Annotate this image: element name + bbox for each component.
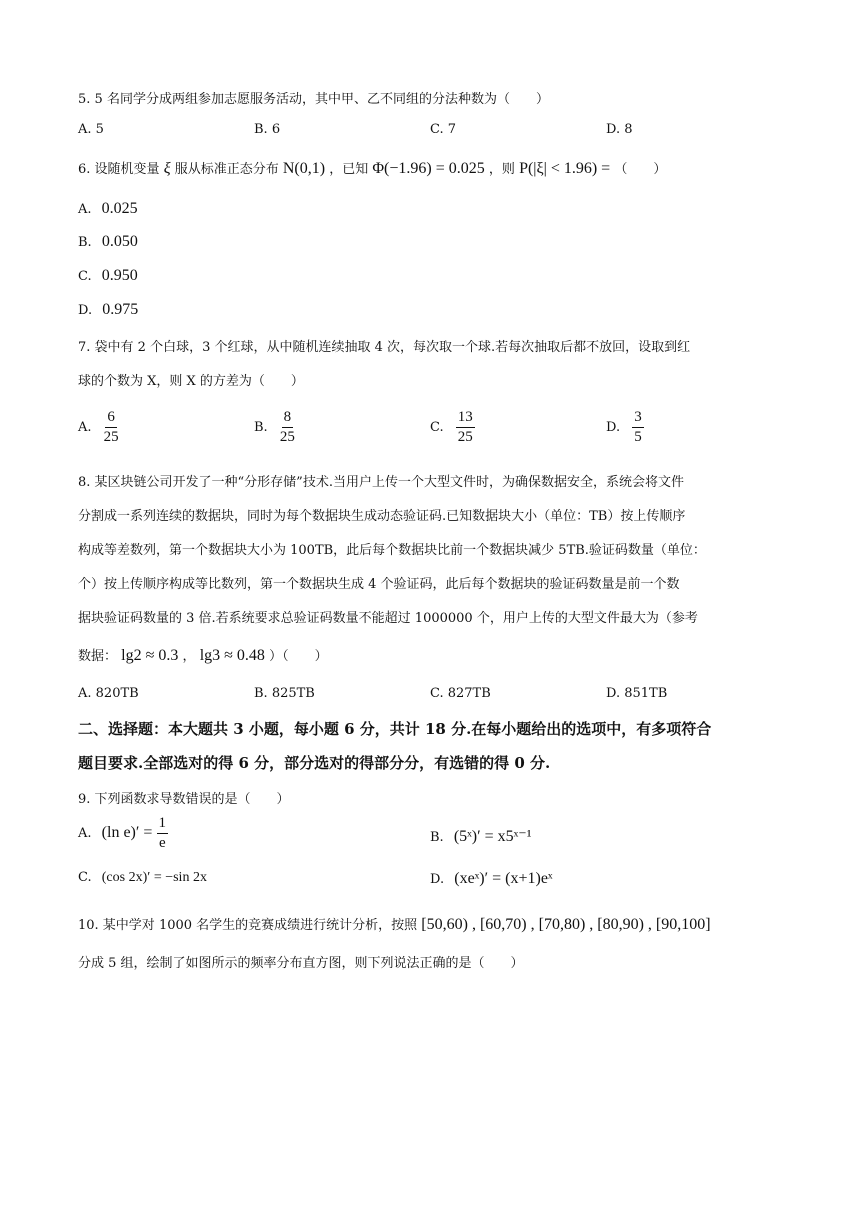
q7-option-b-fraction bbox=[280, 408, 295, 447]
q6-option-b bbox=[78, 233, 138, 251]
q7-option-d-fraction bbox=[632, 408, 644, 447]
q7-option-c-fraction bbox=[456, 408, 475, 447]
q6-prefix: 6. 设随机变量 bbox=[78, 162, 160, 177]
q6-tail: （ ） bbox=[614, 162, 667, 177]
q9-option-c-expr: (cos 2x)′ = −sin 2x bbox=[101, 870, 207, 885]
q8-reference-tail: ）（ ） bbox=[269, 649, 328, 664]
q7-option-b-letter: B. bbox=[254, 420, 268, 435]
q8-line-4: 个）按上传顺序构成等比数列，第一个数据块生成 4 个验证码，此后每个数据块的验证码数量是前一个数 bbox=[78, 577, 680, 592]
q8-line-1: 8. 某区块链公司开发了一种“分形存储”技术.当用户上传一个大型文件时，为确保数据安全，系统会将文件 bbox=[78, 475, 684, 490]
q8-option-a: A. 820TB bbox=[78, 686, 139, 701]
q7-option-c-letter: C. bbox=[430, 420, 444, 435]
q7-line-2: 球的个数为 X，则 X 的方差为（ ） bbox=[78, 374, 304, 389]
q5-option-a: A. 5 bbox=[78, 122, 104, 137]
q6-option-d bbox=[78, 301, 138, 319]
q7-option-a-fraction bbox=[104, 408, 119, 447]
q6-xi: ξ bbox=[163, 160, 171, 177]
q7-option-b-numerator: 8 bbox=[282, 408, 294, 428]
q5-stem: 5. 5 名同学分成两组参加志愿服务活动，其中甲、乙不同组的分法种数为（ ） bbox=[78, 92, 549, 107]
q6-option-c-value: 0.950 bbox=[101, 267, 138, 284]
q9-stem: 9. 下列函数求导数错误的是（ ） bbox=[78, 792, 290, 807]
q10-line-2: 分成 5 组，绘制了如图所示的频率分布直方图，则下列说法正确的是（ ） bbox=[78, 956, 524, 971]
q7-option-a-numerator: 6 bbox=[105, 408, 117, 428]
q6-text1: 服从标准正态分布 bbox=[174, 162, 279, 177]
q10-intervals: [50,60) , [60,70) , [70,80) , [80,90) , [90,100] bbox=[421, 916, 711, 933]
q7-option-c bbox=[430, 408, 475, 447]
q6-option-b-letter: B. bbox=[78, 235, 92, 250]
q7-option-b bbox=[254, 408, 295, 447]
q6-stem bbox=[78, 158, 666, 178]
q6-option-c-letter: C. bbox=[78, 269, 92, 284]
q8-option-b: B. 825TB bbox=[254, 686, 315, 701]
q5-option-b: B. 6 bbox=[254, 122, 281, 137]
q7-line-1: 7. 袋中有 2 个白球，3 个红球，从中随机连续抽取 4 次，每次取一个球.若每次抽取后都不放回，设取到红 bbox=[78, 340, 691, 355]
q8-reference-prefix: 数据： bbox=[78, 649, 118, 664]
q9-option-b bbox=[430, 826, 532, 846]
q9-option-d-expr: (xeˣ)′ = (x+1)eˣ bbox=[454, 870, 553, 887]
q6-given: Φ(−1.96) = 0.025 bbox=[372, 160, 485, 177]
q9-option-a-denominator: e bbox=[158, 835, 166, 851]
q7-option-d-denominator: 5 bbox=[634, 429, 642, 445]
q8-option-d: D. 851TB bbox=[606, 686, 668, 701]
q8-line-2: 分割成一系列连续的数据块，同时为每个数据块生成动态验证码.已知数据块大小（单位：TB）按上传顺序 bbox=[78, 509, 686, 524]
q8-line-5: 据块验证码数量的 3 倍.若系统要求总验证码数量不能超过 1000000 个，用户上传的大型文件最大为（参考 bbox=[78, 611, 698, 626]
q8-reference-separator: ， bbox=[182, 649, 196, 664]
q7-option-c-denominator: 25 bbox=[457, 429, 473, 445]
q9-option-a-numerator: 1 bbox=[157, 814, 169, 834]
q6-text3: ，则 bbox=[488, 162, 515, 177]
q8-line-3: 构成等差数列，第一个数据块大小为 100TB，此后每个数据块比前一个数据块减少 5TB.验证码数量（单位： bbox=[78, 543, 706, 558]
q9-option-d-letter: D. bbox=[430, 872, 445, 887]
q5-option-d: D. 8 bbox=[606, 122, 633, 137]
q6-option-b-value: 0.050 bbox=[101, 233, 138, 250]
q6-option-a-value: 0.025 bbox=[101, 200, 138, 217]
q8-option-c: C. 827TB bbox=[430, 686, 491, 701]
q6-option-d-letter: D. bbox=[78, 303, 93, 318]
q6-text2: ，已知 bbox=[329, 162, 369, 177]
q8-reference-lg2: lg2 ≈ 0.3 bbox=[121, 647, 179, 664]
q6-probability: P(|ξ| < 1.96) = bbox=[519, 160, 611, 177]
q6-distribution: N(0,1) bbox=[282, 160, 326, 177]
q7-option-d-letter: D. bbox=[606, 420, 621, 435]
q6-option-a bbox=[78, 200, 138, 218]
q9-option-c bbox=[78, 870, 207, 886]
q10-line-1 bbox=[78, 914, 711, 934]
q9-option-b-letter: B. bbox=[430, 830, 444, 845]
q9-option-a bbox=[78, 814, 168, 853]
q9-option-a-lhs: (ln e)′ = bbox=[101, 824, 153, 841]
q6-option-d-value: 0.975 bbox=[102, 301, 139, 318]
q9-option-d bbox=[430, 870, 553, 888]
q10-line-1-text: 10. 某中学对 1000 名学生的竞赛成绩进行统计分析，按照 bbox=[78, 918, 418, 933]
q7-option-a-letter: A. bbox=[78, 420, 92, 435]
q8-reference-lg3: lg3 ≈ 0.48 bbox=[199, 647, 265, 664]
q7-option-b-denominator: 25 bbox=[279, 429, 295, 445]
q9-option-b-expr: (5ˣ)′ = x5ˣ⁻¹ bbox=[453, 828, 532, 845]
q8-line-6 bbox=[78, 645, 328, 665]
q7-option-c-numerator: 13 bbox=[456, 408, 475, 428]
q6-option-a-letter: A. bbox=[78, 202, 92, 217]
section-2-heading-line-2: 题目要求.全部选对的得 6 分，部分选对的得部分分，有选错的得 0 分. bbox=[78, 754, 551, 772]
q7-option-a bbox=[78, 408, 119, 447]
q6-option-c bbox=[78, 267, 138, 285]
q7-option-d bbox=[606, 408, 644, 447]
q9-option-c-letter: C. bbox=[78, 870, 92, 885]
q9-option-a-letter: A. bbox=[78, 826, 92, 841]
q7-option-d-numerator: 3 bbox=[632, 408, 644, 428]
section-2-heading-line-1: 二、选择题：本大题共 3 小题，每小题 6 分，共计 18 分.在每小题给出的选项中，有多项符合 bbox=[78, 720, 712, 738]
q9-option-a-fraction bbox=[157, 814, 169, 853]
q7-option-a-denominator: 25 bbox=[103, 429, 119, 445]
q5-option-c: C. 7 bbox=[430, 122, 457, 137]
